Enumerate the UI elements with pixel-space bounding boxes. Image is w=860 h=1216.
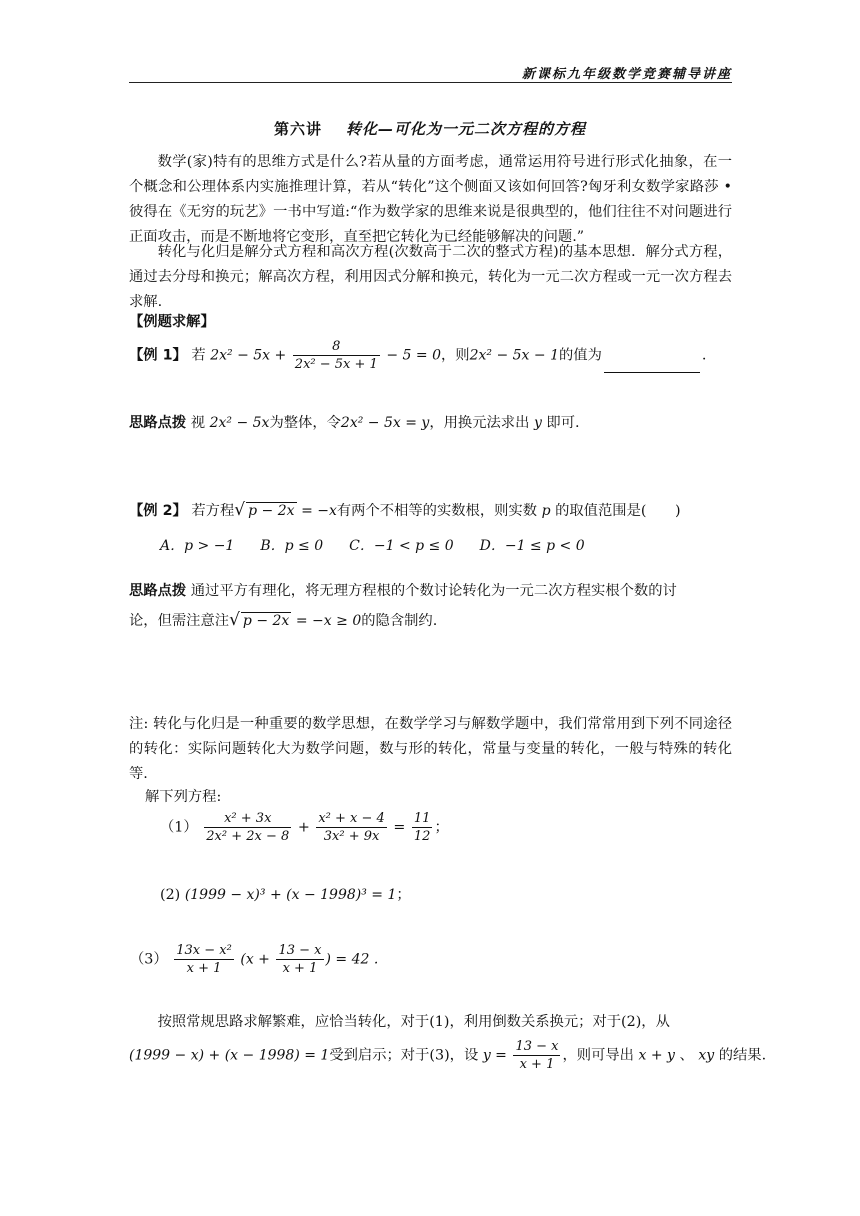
hint-1-expr: 2x² − 5x	[209, 415, 270, 431]
section-heading: 【例题求解】	[129, 314, 215, 330]
fraction-denominator: 2x² − 5x + 1	[294, 357, 378, 372]
final-text: 的结果.	[718, 1047, 767, 1064]
fraction-numerator: x² + 3x	[204, 810, 291, 828]
final-separator: 、	[679, 1047, 694, 1064]
example-1-expr: 2x² − 5x − 1	[469, 347, 559, 364]
example-2	[129, 500, 681, 520]
fraction-denominator: 2x² + 2x − 8	[206, 829, 290, 844]
title-lecture-number: 第六讲	[273, 120, 322, 138]
equation-3-expr: (x +	[240, 951, 270, 968]
equation-1-label: （1）	[160, 819, 198, 836]
intro-paragraph-1: 数学(家)特有的思维方式是什么?若从量的方面考虑，通常运用符号进行形式化抽象，在一个概念和公理体系内实施推理计算，若从“转化”这个侧面又该如何回答?匈牙利女数学家路莎 • 彼得在《无穷的玩艺》一书中写道:“作为数学家的思维来说是很典型的，他们往往不对问题进行正面攻击，而是不断地将它变形，直至把它转化为已经能够解决的问题.”	[129, 154, 732, 245]
equation-3-fraction	[174, 942, 234, 977]
equation-3-label: （3）	[130, 951, 168, 968]
example-2-label: 【例 2】	[129, 503, 187, 519]
equation-3-fraction	[276, 942, 323, 977]
hint-2	[129, 580, 677, 600]
hint-1-text: 为整体，令	[269, 415, 341, 431]
equation-2	[160, 884, 411, 904]
equation-1-fraction	[412, 810, 433, 845]
final-paragraph-line-1: 按照常规思路求解繁难，应恰当转化，对于(1)，利用倒数关系换元；对于(2)，从	[157, 1014, 670, 1030]
final-expr: x + y	[638, 1047, 675, 1064]
hint-2-line-2	[129, 610, 437, 630]
equation-2-expr: (1999 − x)³ + (x − 1998)³ = 1	[184, 887, 397, 903]
final-paragraph-line-2	[129, 1038, 766, 1073]
lecture-title	[0, 118, 860, 139]
example-2-text: 的取值范围是( )	[555, 503, 681, 519]
fraction-denominator: 3x² + 9x	[323, 829, 380, 844]
equation-1	[160, 810, 449, 845]
answer-blank[interactable]	[604, 358, 700, 373]
example-2-text: 若方程	[191, 503, 235, 519]
hint-1-expr: y	[533, 415, 542, 431]
sqrt-radicand: p − 2x	[242, 613, 290, 629]
sqrt-radicand: p − 2x	[248, 503, 295, 519]
fraction-denominator: x + 1	[519, 1057, 555, 1072]
title-topic: 转化—可化为一元二次方程的方程	[346, 120, 587, 138]
example-1-expr: 2x² − 5x +	[210, 347, 287, 364]
example-2-text: 有两个不相等的实数根，则实数	[336, 503, 538, 519]
equation-3	[130, 942, 378, 977]
hint-2-text: 论，但需注意注	[129, 613, 230, 629]
note-paragraph: 注: 转化与化归是一种重要的数学思想，在数学学习与解数学题中，我们常常用到下列不同途径的转化：实际问题转化大为数学问题，数与形的转化，常量与变量的转化，一般与特殊的转化等.	[129, 716, 732, 782]
fraction-numerator: 13 − x	[278, 943, 322, 958]
equation-2-end: ；	[396, 887, 411, 903]
sqrt-icon: √	[234, 500, 246, 520]
fraction-numerator: x² + x − 4	[318, 811, 385, 826]
equation-3-expr: ) = 42 .	[325, 951, 379, 968]
example-1-end: .	[701, 347, 707, 364]
hint-1-text: 视	[190, 415, 206, 431]
equation-1-operator: +	[297, 819, 310, 836]
hint-1-text: 即可.	[546, 415, 580, 431]
equation-1-fraction	[204, 810, 291, 845]
option-b[interactable]: B．p ≤ 0	[260, 538, 324, 554]
hint-2-text: 通过平方有理化，将无理方程根的个数讨论转化为一元二次方程实根个数的讨	[190, 583, 677, 599]
hint-2-label: 思路点拨	[129, 583, 187, 599]
fraction-numerator: 13 − x	[515, 1039, 559, 1054]
final-text: ，则可导出	[562, 1047, 634, 1064]
fraction-denominator: x + 1	[186, 961, 222, 976]
hint-1	[129, 412, 580, 432]
example-1-text: ，则	[441, 347, 470, 364]
hint-2-text: 的隐含制约.	[361, 613, 438, 629]
final-expr: xy	[698, 1047, 715, 1064]
final-expr: (1999 − x) + (x − 1998) = 1	[129, 1047, 330, 1064]
equation-1-operator: =	[393, 819, 406, 836]
equation-2-label: (2)	[160, 887, 181, 903]
fraction-numerator: 13x − x²	[176, 943, 232, 958]
example-2-options	[160, 535, 611, 555]
fraction-numerator: 8	[293, 338, 380, 356]
example-1-expr: − 5 = 0	[386, 347, 441, 364]
example-1-fraction	[293, 338, 380, 373]
page-header	[129, 60, 732, 83]
sqrt-icon: √	[229, 610, 240, 630]
solve-prompt: 解下列方程:	[145, 789, 222, 805]
example-1-text: 若	[191, 347, 206, 364]
example-1-label: 【例 1】	[129, 347, 187, 364]
hint-2-expr: = −x ≥ 0	[295, 613, 362, 629]
hint-1-text: ，用换元法求出	[429, 415, 530, 431]
hint-1-label: 思路点拨	[129, 415, 187, 431]
option-d[interactable]: D．−1 ≤ p < 0	[479, 538, 585, 554]
example-2-expr: = −x	[301, 503, 337, 519]
fraction-denominator: 12	[413, 829, 431, 844]
intro-paragraph-2: 转化与化归是解分式方程和高次方程(次数高于二次的整式方程)的基本思想．解分式方程，通过去分母和换元；解高次方程，利用因式分解和换元，转化为一元二次方程或一元一次方程去求解.	[129, 244, 732, 310]
example-1-text: 的值为	[558, 347, 602, 364]
option-c[interactable]: C．−1 < p ≤ 0	[349, 538, 454, 554]
header-text: 新课标九年级数学竞赛辅导讲座	[521, 67, 732, 82]
fraction-numerator: 11	[413, 811, 431, 826]
final-fraction	[513, 1038, 560, 1073]
example-2-var: p	[541, 503, 551, 519]
final-expr: y =	[482, 1047, 507, 1064]
fraction-denominator: x + 1	[282, 961, 318, 976]
final-text: 受到启示；对于(3)，设	[329, 1047, 479, 1064]
equation-1-end: ；	[434, 819, 449, 836]
example-1	[129, 338, 706, 373]
hint-1-expr: 2x² − 5x = y	[340, 415, 430, 431]
option-a[interactable]: A．p > −1	[160, 538, 235, 554]
equation-1-fraction	[316, 810, 386, 845]
